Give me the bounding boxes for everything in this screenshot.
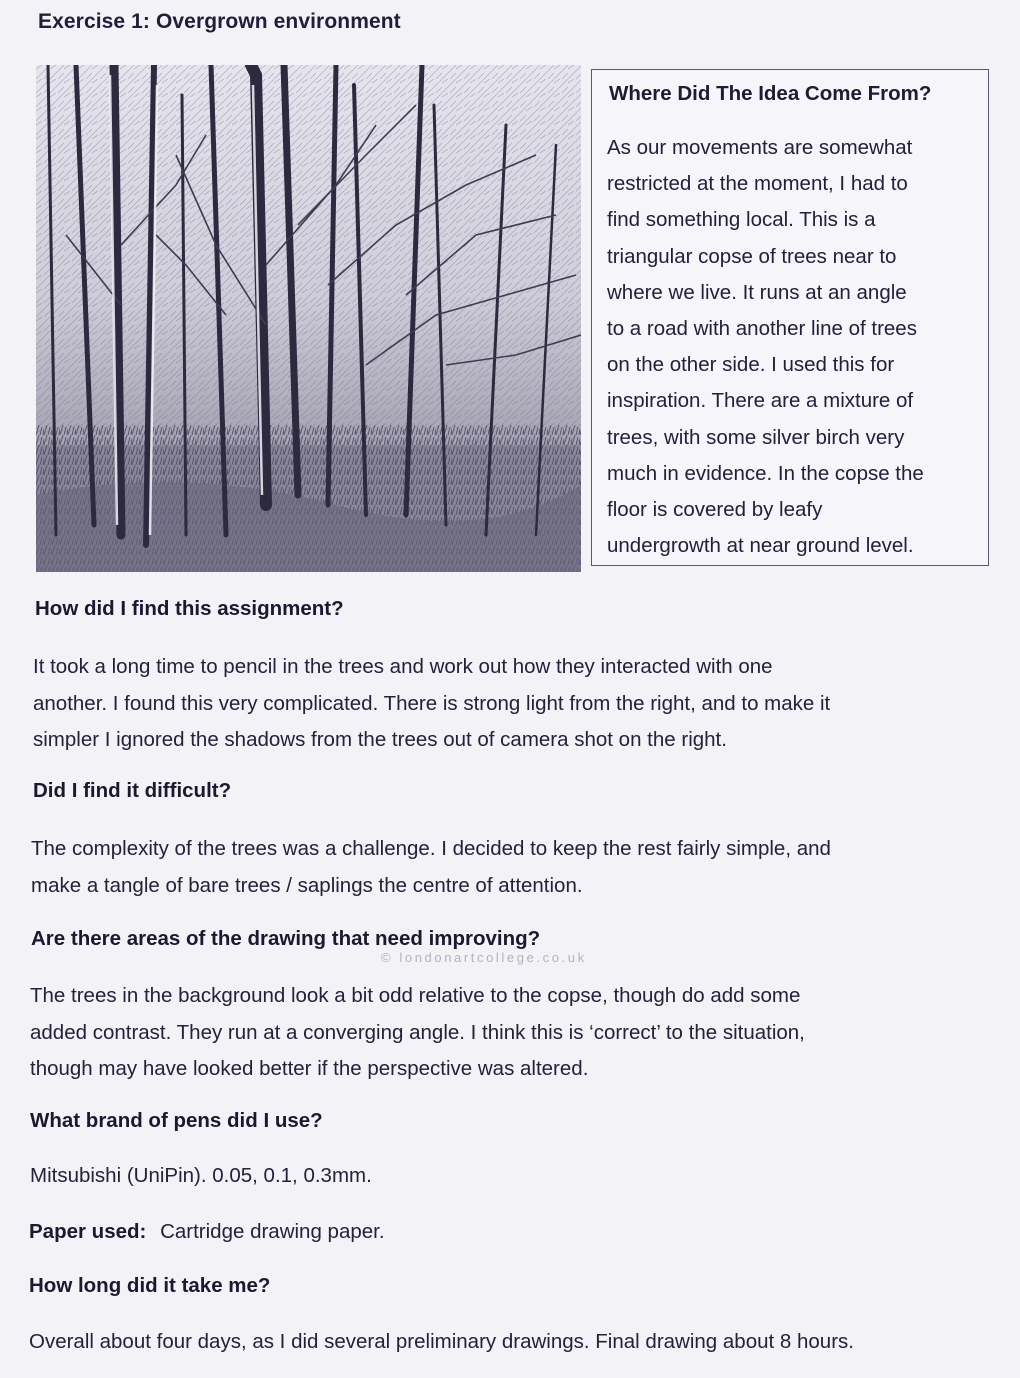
idea-line: floor is covered by leafy xyxy=(607,498,823,522)
answer-line: make a tangle of bare trees / saplings the centre of attention. xyxy=(31,873,583,897)
paper-used-answer: Cartridge drawing paper. xyxy=(160,1220,385,1243)
answer-line: The trees in the background look a bit odd relative to the copse, though do add some xyxy=(30,984,801,1007)
question-difficult: Did I find it difficult? xyxy=(33,779,232,802)
idea-line: where we live. It runs at an angle xyxy=(607,280,907,304)
answer-assignment xyxy=(33,649,830,759)
idea-line: restricted at the moment, I had to xyxy=(607,172,908,196)
answer-line: though may have looked better if the perspective was altered. xyxy=(30,1057,589,1080)
idea-line: inspiration. There are a mixture of xyxy=(607,389,914,413)
idea-box-text xyxy=(607,130,985,564)
answer-duration xyxy=(29,1324,854,1361)
answer-line: Mitsubishi (UniPin). 0.05, 0.1, 0.3mm. xyxy=(30,1164,372,1187)
question-assignment: How did I find this assignment? xyxy=(35,597,344,620)
answer-line: The complexity of the trees was a challenge. I decided to keep the rest fairly simple, and xyxy=(31,837,831,860)
idea-line: to a road with another line of trees xyxy=(607,317,917,341)
tree-drawing-illustration xyxy=(36,65,581,572)
answer-pens xyxy=(30,1158,372,1195)
answer-difficult xyxy=(31,831,831,904)
answer-improving xyxy=(30,978,805,1088)
document-title: Exercise 1: Overgrown environment xyxy=(38,10,401,33)
question-duration: How long did it take me? xyxy=(29,1274,271,1297)
idea-line: As our movements are somewhat xyxy=(607,136,913,159)
question-improving: Are there areas of the drawing that need improving? xyxy=(31,927,541,950)
idea-line: on the other side. I used this for xyxy=(607,353,895,377)
idea-line: triangular copse of trees near to xyxy=(607,244,897,268)
idea-line: find something local. This is a xyxy=(607,208,876,232)
idea-box-heading: Where Did The Idea Come From? xyxy=(609,82,932,105)
idea-source-box xyxy=(591,69,989,566)
tree-drawing-image xyxy=(36,65,581,572)
answer-line: added contrast. They run at a converging angle. I think this is ‘correct’ to the situation, xyxy=(30,1020,805,1044)
answer-line: It took a long time to pencil in the trees and work out how they interacted with one xyxy=(33,655,773,678)
idea-line: trees, with some silver birch very xyxy=(607,425,905,449)
watermark-text: © londonartcollege.co.uk xyxy=(381,950,587,965)
idea-line: much in evidence. In the copse the xyxy=(607,461,924,485)
answer-line: another. I found this very complicated. There is strong light from the right, and to make it xyxy=(33,691,831,715)
paper-used-row xyxy=(29,1214,385,1251)
question-pens: What brand of pens did I use? xyxy=(30,1109,323,1132)
paper-used-label: Paper used: xyxy=(29,1220,147,1243)
answer-line: Overall about four days, as I did several preliminary drawings. Final drawing about 8 hours. xyxy=(29,1330,854,1353)
idea-line: undergrowth at near ground level. xyxy=(607,534,914,558)
answer-line: simpler I ignored the shadows from the trees out of camera shot on the right. xyxy=(33,728,727,751)
